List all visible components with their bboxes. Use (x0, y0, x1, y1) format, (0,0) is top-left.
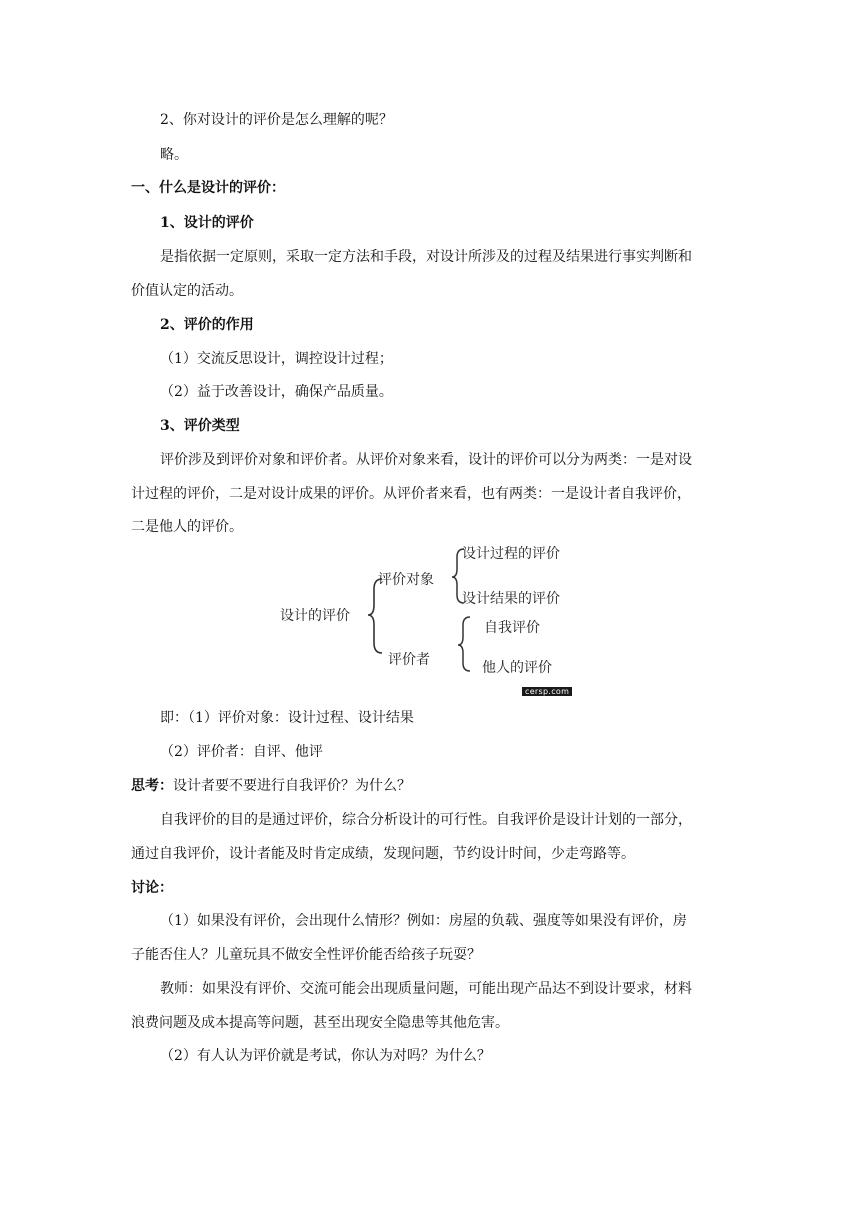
role-item-1: （1）交流反思设计，调控设计过程； (160, 351, 393, 367)
discussion-2: （2）有人认为评价就是考试，你认为对吗？为什么？ (160, 1048, 491, 1064)
self-eval-line-1: 自我评价的目的是通过评价，综合分析设计的可行性。自我评价是设计计划的一部分， (160, 812, 692, 828)
diagram-root-label: 设计的评价 (280, 608, 350, 624)
section-heading-1: 一、什么是设计的评价： (131, 180, 285, 196)
types-line-3: 二是他人的评价。 (131, 519, 243, 535)
brief-answer: 略。 (160, 147, 188, 163)
discussion-label: 讨论： (131, 880, 173, 896)
think-label: 思考： (131, 778, 173, 794)
diagram-branch-object: 评价对象 (378, 572, 434, 588)
question-2: 2、你对设计的评价是怎么理解的呢？ (160, 112, 393, 128)
self-eval-line-2: 通过自我评价，设计者能及时肯定成绩，发现问题，节约设计时间，少走弯路等。 (131, 846, 635, 862)
diagram-leaf-result: 设计结果的评价 (462, 591, 560, 607)
diagram-leaf-other: 他人的评价 (482, 660, 552, 676)
teacher-line-2: 浪费问题及成本提高等问题，甚至出现安全隐患等其他危害。 (131, 1015, 509, 1031)
evaluator-brace (458, 617, 470, 671)
summary-line-1: 即：（1）评价对象：设计过程、设计结果 (160, 710, 414, 726)
subheading-design-evaluation: 1、设计的评价 (160, 215, 254, 231)
definition-line-2: 价值认定的活动。 (131, 283, 243, 299)
summary-line-2: （2）评价者：自评、他评 (160, 744, 323, 760)
discussion-1-line-2: 子能否住人？儿童玩具不做安全性评价能否给孩子玩耍？ (131, 947, 481, 963)
diagram-watermark: cersp.com (522, 687, 572, 696)
discussion-1-line-1: （1）如果没有评价，会出现什么情形？例如：房屋的负载、强度等如果没有评价，房 (160, 913, 687, 929)
think-line (131, 776, 411, 796)
types-line-2: 计过程的评价，二是对设计成果的评价。从评价者来看，也有两类：一是设计者自我评价， (131, 486, 691, 502)
diagram-leaf-process: 设计过程的评价 (462, 546, 560, 562)
definition-line-1: 是指依据一定原则，采取一定方法和手段，对设计所涉及的过程及结果进行事实判断和 (160, 249, 692, 265)
think-question: 设计者要不要进行自我评价？为什么？ (173, 778, 411, 794)
types-line-1: 评价涉及到评价对象和评价者。从评价对象来看，设计的评价可以分为两类：一是对设 (160, 452, 692, 468)
teacher-line-1: 教师：如果没有评价、交流可能会出现质量问题，可能出现产品达不到设计要求，材料 (160, 981, 692, 997)
evaluation-types-diagram (270, 535, 590, 700)
diagram-branch-evaluator: 评价者 (388, 652, 430, 668)
role-item-2: （2）益于改善设计，确保产品质量。 (160, 384, 393, 400)
root-brace (368, 579, 382, 653)
diagram-leaf-self: 自我评价 (484, 620, 540, 636)
subheading-evaluation-role: 2、评价的作用 (160, 317, 254, 333)
subheading-evaluation-types: 3、评价类型 (160, 418, 240, 434)
